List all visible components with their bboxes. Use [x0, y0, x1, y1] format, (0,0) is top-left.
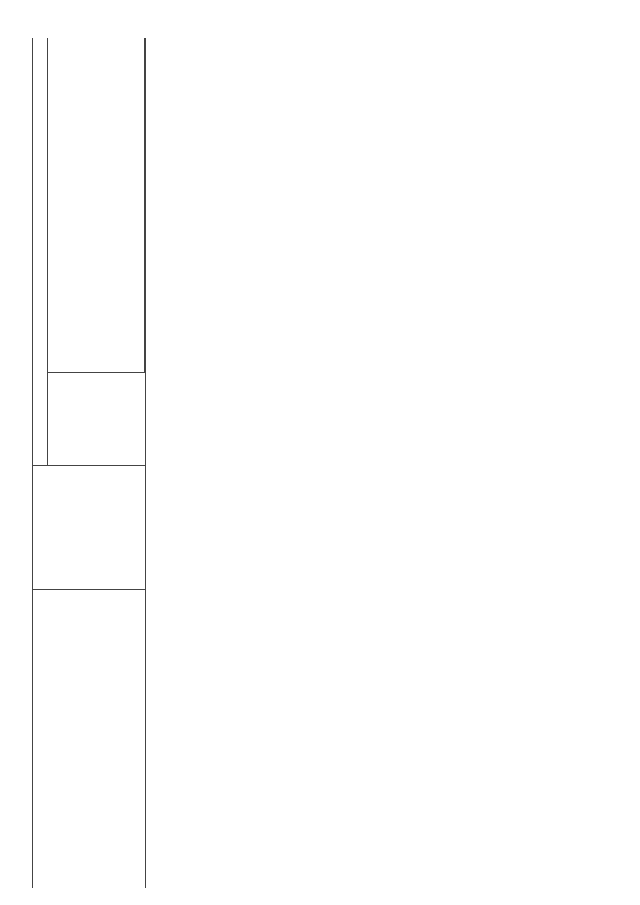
section-term: [178, 466, 198, 590]
header-term: [33, 466, 146, 590]
header-total: [48, 373, 146, 466]
header-name: [33, 589, 146, 888]
section-name-line1: [178, 589, 198, 888]
rotated-page-content: [0, 38, 640, 888]
header-incl: [48, 38, 145, 373]
section-subj: [178, 141, 198, 254]
section-extra: [178, 38, 198, 141]
header-funding: [33, 38, 48, 466]
section-fed: [178, 254, 198, 372]
table-section: [146, 38, 219, 888]
section-row: [178, 38, 198, 888]
section-incl-sub: [198, 466, 218, 590]
section-incl-label: [158, 589, 178, 888]
table-header: [33, 38, 146, 888]
section-total: [178, 373, 198, 466]
section-name-line2: [198, 589, 218, 888]
funding-table: [32, 38, 218, 888]
section-incl-row: [158, 38, 178, 888]
section-row-2: [198, 38, 218, 888]
